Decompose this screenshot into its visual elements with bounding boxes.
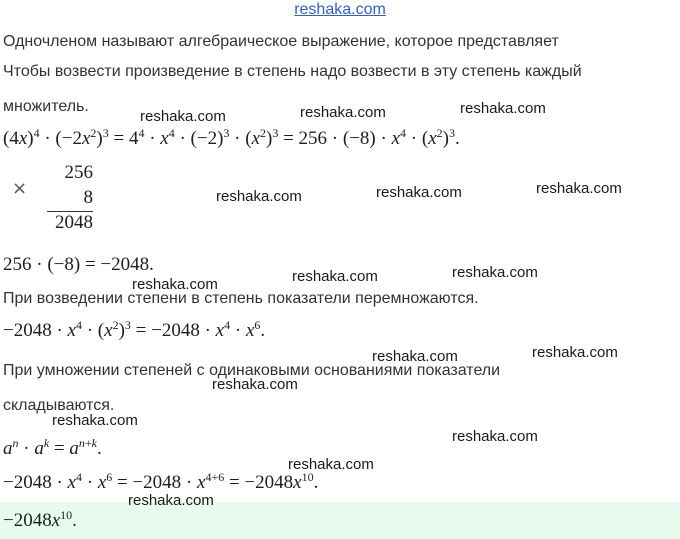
- watermark: reshaka.com: [288, 456, 374, 473]
- rule-product-power-line1: Чтобы возвести произведение в степень надо возвести в эту степень каждый: [3, 63, 582, 80]
- watermark: reshaka.com: [372, 348, 458, 365]
- column-result: 2048: [55, 212, 93, 233]
- formula-expand-product: $(4x)^4 \cdot (-2x^2)^3 = 4^4 \cdot x^4 \cdot (-2)^3 \cdot (x^2)^3 = 256 \cdot (-8) \cdot x^4 \cdot (x^2)^3$.: [3, 126, 460, 149]
- watermark: reshaka.com: [452, 428, 538, 445]
- multiply-sign: ×: [12, 178, 28, 199]
- formula-coefficient: 256 · (−8) = −2048.: [3, 254, 154, 275]
- watermark: reshaka.com: [140, 108, 226, 125]
- site-link[interactable]: reshaka.com: [294, 1, 386, 18]
- formula-power-of-power: $-2048 \cdot x^4 \cdot (x^2)^3 = -2048 \cdot x^4 \cdot x^6$.: [3, 318, 266, 341]
- formula-exponent-rule: $a^n \cdot a^k = a^{n+k}$.: [3, 436, 102, 459]
- rule-same-base-line1: При умножении степеней с одинаковыми основаниями показатели: [3, 362, 501, 379]
- watermark: reshaka.com: [128, 492, 214, 509]
- definition-text: Одночленом называют алгебраическое выражение, которое представляет: [3, 33, 559, 50]
- rule-power-of-power: При возведении степени в степень показатели перемножаются.: [3, 290, 479, 307]
- watermark: reshaka.com: [452, 264, 538, 281]
- watermark: reshaka.com: [292, 268, 378, 285]
- rule-same-base-line2: складываются.: [3, 397, 115, 414]
- rule-product-power-line2: множитель.: [3, 98, 89, 115]
- watermark: reshaka.com: [132, 276, 218, 293]
- watermark: reshaka.com: [460, 100, 546, 117]
- watermark: reshaka.com: [376, 184, 462, 201]
- watermark: reshaka.com: [536, 180, 622, 197]
- final-answer: $-2048x^{10}$.: [3, 508, 77, 531]
- formula-combine-powers: $-2048 \cdot x^4 \cdot x^6 = -2048 \cdot x^{4+6} = -2048x^{10}$.: [3, 470, 319, 493]
- column-top-number: 256: [64, 162, 93, 183]
- watermark: reshaka.com: [532, 344, 618, 361]
- watermark: reshaka.com: [52, 412, 138, 429]
- column-bottom-number: 8: [83, 187, 93, 208]
- watermark: reshaka.com: [216, 188, 302, 205]
- watermark: reshaka.com: [212, 376, 298, 393]
- watermark: reshaka.com: [300, 104, 386, 121]
- answer-highlight: [0, 502, 680, 539]
